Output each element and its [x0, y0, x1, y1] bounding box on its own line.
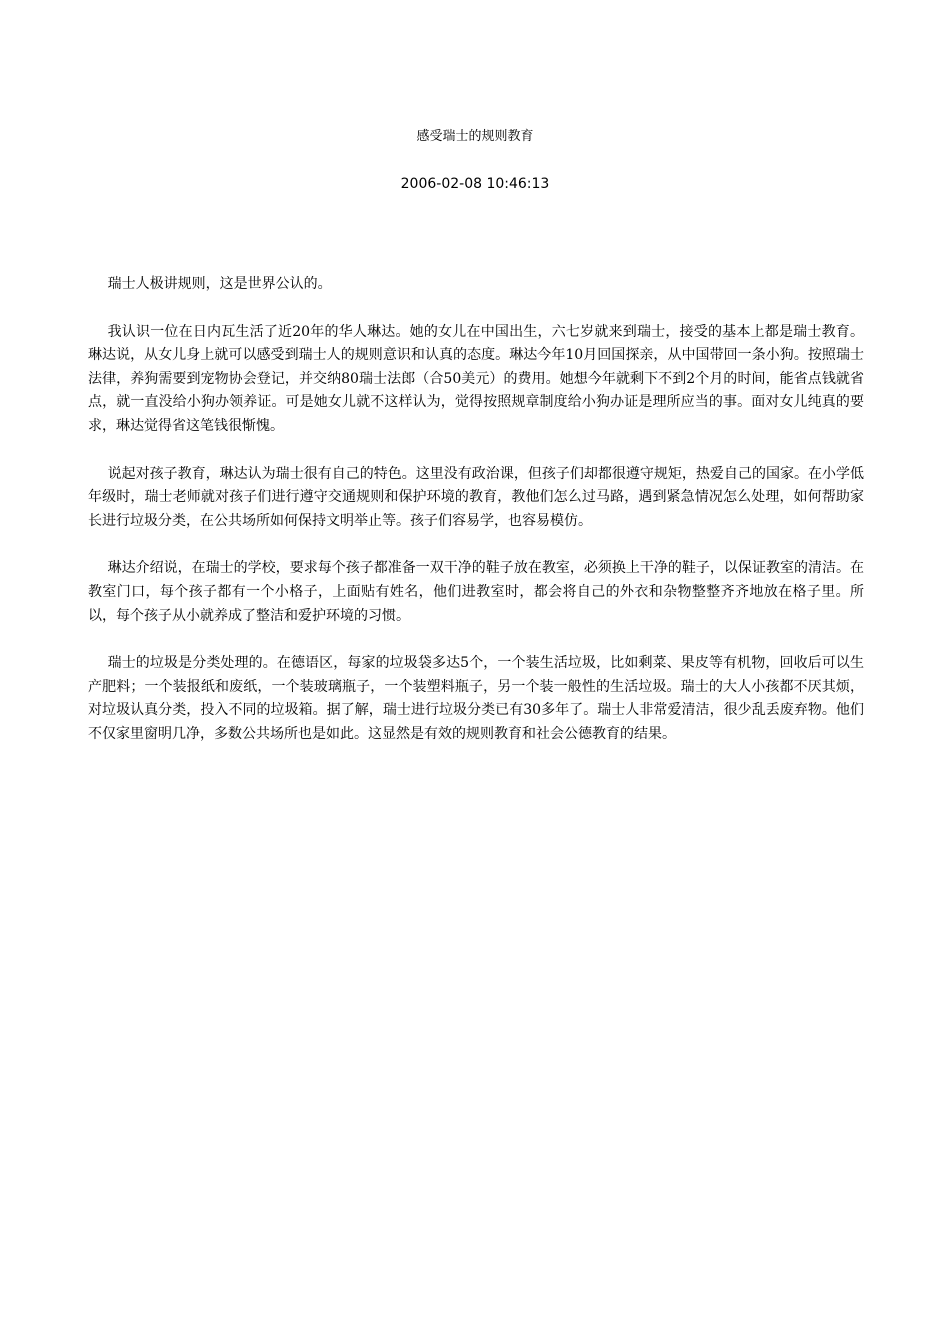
- document-date: 2006-02-08 10:46:13: [400, 176, 550, 192]
- article-body: [88, 273, 864, 771]
- paragraph-2: 我认识一位在日内瓦生活了近20年的华人琳达。她的女儿在中国出生，六七岁就来到瑞士，接受的基本上都是瑞士教育。琳达说，从女儿身上就可以感受到瑞士人的规则意识和认真的态度。琳达今年10月回国探亲，从中国带回一条小狗。按照瑞士法律，养狗需要到宠物协会登记，并交纳80瑞士法郎（合50美元）的费用。她想今年就剩下不到2个月的时间，能省点钱就省点，就一直没给小狗办领养证。可是她女儿就不这样认为，觉得按照规章制度给小狗办证是理所应当的事。面对女儿纯真的要求，琳达觉得省这笔钱很惭愧。: [88, 323, 864, 434]
- paragraph-1: 瑞士人极讲规则，这是世界公认的。: [107, 276, 332, 292]
- document-title: 感受瑞士的规则教育: [416, 129, 534, 144]
- paragraph-3: 说起对孩子教育，琳达认为瑞士很有自己的特色。这里没有政治课，但孩子们却都很遵守规矩，热爱自己的国家。在小学低年级时，瑞士老师就对孩子们进行遵守交通规则和保护环境的教育，教他们怎么过马路，遇到紧急情况怎么处理，如何帮助家长进行垃圾分类，在公共场所如何保持文明举止等。孩子们容易学，也容易模仿。: [88, 465, 864, 529]
- paragraph-5: 瑞士的垃圾是分类处理的。在德语区，每家的垃圾袋多达5个，一个装生活垃圾，比如剩菜、果皮等有机物，回收后可以生产肥料；一个装报纸和废纸，一个装玻璃瓶子，一个装塑料瓶子，另一个装一般性的生活垃圾。瑞士的大人小孩都不厌其烦，对垃圾认真分类，投入不同的垃圾箱。据了解，瑞士进行垃圾分类已有30多年了。瑞士人非常爱清洁，很少乱丢废弃物。他们不仅家里窗明几净，多数公共场所也是如此。这显然是有效的规则教育和社会公德教育的结果。: [88, 655, 864, 742]
- paragraph-4: 琳达介绍说，在瑞士的学校，要求每个孩子都准备一双干净的鞋子放在教室，必须换上干净的鞋子，以保证教室的清洁。在教室门口，每个孩子都有一个小格子，上面贴有姓名，他们进教室时，都会将自己的外衣和杂物整整齐齐地放在格子里。所以，每个孩子从小就养成了整洁和爱护环境的习惯。: [88, 560, 864, 624]
